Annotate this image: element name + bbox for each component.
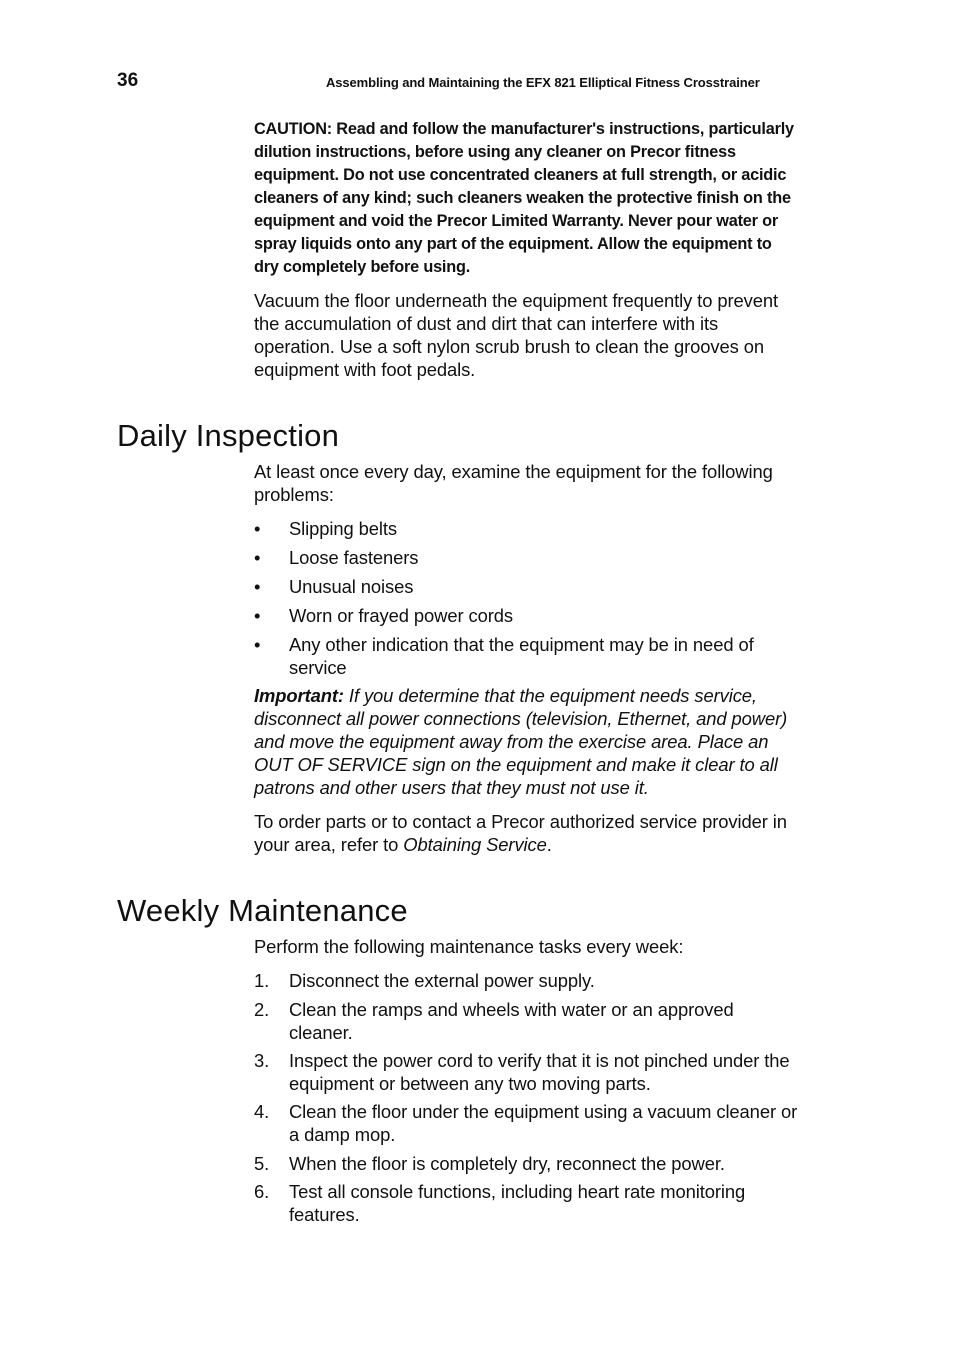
caution-note: CAUTION: Read and follow the manufacturer's instructions, particularly dilution instructions, before using any cleaner on Precor fitness equipment. Do not use concentrated cleaners at full strength, or acidic cleaners of any kind; such cleaners weaken the protective finish on the equipment and void the Precor Limited Warranty. Never pour water or spray liquids onto any part of the equipment. Allow the equipment to dry completely before using. <box>254 120 794 276</box>
list-item <box>254 1152 799 1175</box>
obtaining-service-reference[interactable]: Obtaining Service <box>403 834 547 855</box>
list-item-text: Worn or frayed power cords <box>289 605 513 626</box>
running-header: Assembling and Maintaining the EFX 821 Elliptical Fitness Crosstrainer <box>326 75 760 90</box>
step-number: 6. <box>254 1181 270 1202</box>
vacuum-paragraph: Vacuum the floor underneath the equipment frequently to prevent the accumulation of dust and dirt that can interfere with its operation. Use a soft nylon scrub brush to clean the grooves on equipment with foot pedals. <box>254 290 778 380</box>
weekly-task-list <box>254 969 799 1226</box>
bullet-marker: • <box>254 605 261 626</box>
daily-inspection-heading: Daily Inspection <box>117 418 340 453</box>
list-item <box>254 604 799 627</box>
step-text: When the floor is completely dry, reconnect the power. <box>289 1153 725 1174</box>
step-number: 1. <box>254 970 270 991</box>
list-item <box>254 969 799 992</box>
list-item-text: Loose fasteners <box>289 547 419 568</box>
bullet-marker: • <box>254 576 261 597</box>
weekly-intro: Perform the following maintenance tasks every week: <box>254 936 684 957</box>
step-text: Inspect the power cord to verify that it is not pinched under the equipment or between any two moving parts. <box>289 1050 790 1094</box>
bullet-marker: • <box>254 634 261 655</box>
weekly-maintenance-heading: Weekly Maintenance <box>117 893 408 928</box>
daily-problem-list <box>254 517 799 679</box>
list-item-text: Any other indication that the equipment may be in need of service <box>289 634 754 678</box>
order-text: To order parts or to contact a Precor authorized service provider in your area, refer to <box>254 811 787 855</box>
step-text: Clean the floor under the equipment using a vacuum cleaner or a damp mop. <box>289 1101 798 1145</box>
step-text: Disconnect the external power supply. <box>289 970 595 991</box>
list-item-text: Unusual noises <box>289 576 414 597</box>
important-text: If you determine that the equipment needs service, disconnect all power connections (television, Ethernet, and power) and move the equipment away from the exercise area. Place an OUT OF SERVICE sign on the equipment and make it clear to all patrons and other users that they must not use it. <box>254 685 788 798</box>
important-label: Important: <box>254 685 344 706</box>
step-number: 5. <box>254 1153 270 1174</box>
order-parts-paragraph <box>254 810 799 856</box>
step-number: 2. <box>254 999 270 1020</box>
important-note <box>254 684 799 799</box>
daily-intro: At least once every day, examine the equipment for the following problems: <box>254 461 773 505</box>
list-item <box>254 575 799 598</box>
list-item <box>254 1100 799 1146</box>
list-item <box>254 1180 799 1226</box>
bullet-marker: • <box>254 518 261 539</box>
order-text-end: . <box>546 834 552 855</box>
bullet-marker: • <box>254 547 261 568</box>
page-number: 36 <box>117 70 139 91</box>
list-item-text: Slipping belts <box>289 518 397 539</box>
step-number: 3. <box>254 1050 270 1071</box>
step-number: 4. <box>254 1101 270 1122</box>
step-text: Clean the ramps and wheels with water or an approved cleaner. <box>289 999 734 1043</box>
list-item <box>254 1049 799 1095</box>
list-item <box>254 546 799 569</box>
list-item <box>254 998 799 1044</box>
list-item <box>254 517 799 540</box>
step-text: Test all console functions, including heart rate monitoring features. <box>289 1181 746 1225</box>
list-item <box>254 633 799 679</box>
